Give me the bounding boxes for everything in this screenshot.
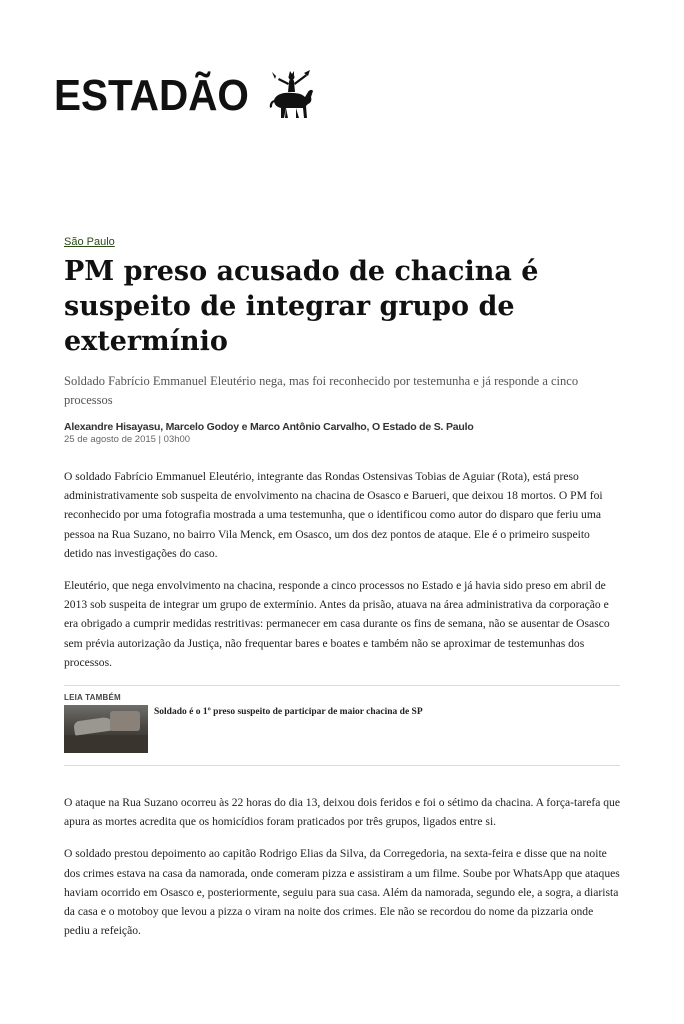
knight-on-horse-icon [262,70,318,122]
article-subtitle: Soldado Fabrício Emmanuel Eleutério nega, mas foi reconhecido por testemunha e já responde a cinco processos [64,374,579,407]
article-paragraph: O soldado Fabrício Emmanuel Eleutério, integrante das Rondas Ostensivas Tobias de Aguiar (Rota), está preso administrativamente sob suspeita de envolvimento na chacina de Osasco e Barueri, que deixou 18 mortos. O PM foi reconhecido por uma fotografia mostrada a uma testemunha, que o identificou como autor do disparo que feriu uma pessoa na Rua Suzano, no bairro Vila Menck, em Osasco, um dos dez pontos de ataque. Ele é o primeiro suspeito detido nas investigações do caso. [64,470,603,560]
related-article-box [64,685,620,766]
logo-text: ESTADÃO [54,71,249,120]
article-paragraph: Eleutério, que nega envolvimento na chacina, responde a cinco processos no Estado e já havia sido preso em abril de 2013 sob suspeita de integrar um grupo de extermínio. Antes da prisão, atuava na área administrativa da corporação e era obrigado a cumprir medidas restritivas: permanecer em casa durante os fins de semana, não se ausentar de Osasco sem prévia autorização da Justiça, não frequentar bares e boates e também não se aproximar de testemunhas dos processos. [64,579,610,669]
related-label: LEIA TAMBÉM [64,693,121,703]
section-link[interactable]: São Paulo [64,236,115,248]
masthead-logo[interactable] [54,70,318,122]
article-paragraph: O soldado prestou depoimento ao capitão Rodrigo Elias da Silva, da Corregedoria, na sexta-feira e disse que na noite dos crimes estava na casa da namorada, onde comeram pizza e assistiram a um filme. Soube por WhatsApp que ataques haviam ocorrido em Osasco e, posteriormente, seguiu para sua casa. Além da namorada, segundo ele, a sogra, a diarista da casa e o motoboy que levou a pizza o viram na noite dos crimes. Ele não se recordou do nome da pizzaria onde pediu a refeição. [64,847,620,938]
related-thumbnail[interactable] [64,705,148,753]
article-headline: PM preso acusado de chacina é suspeito de integrar grupo de extermínio [64,256,539,357]
article-dateline: 25 de agosto de 2015 | 03h00 [64,434,191,445]
article-byline: Alexandre Hisayasu, Marcelo Godoy e Marco Antônio Carvalho, O Estado de S. Paulo [64,421,474,433]
related-article-link[interactable]: Soldado é o 1º preso suspeito de participar de maior chacina de SP [154,707,423,718]
article-paragraph: O ataque na Rua Suzano ocorreu às 22 horas do dia 13, deixou dois feridos e foi o sétimo da chacina. A força-tarefa que apura as mortes acredita que os homicídios foram praticados por três grupos, ligados entre si. [64,796,620,829]
article [64,232,620,940]
